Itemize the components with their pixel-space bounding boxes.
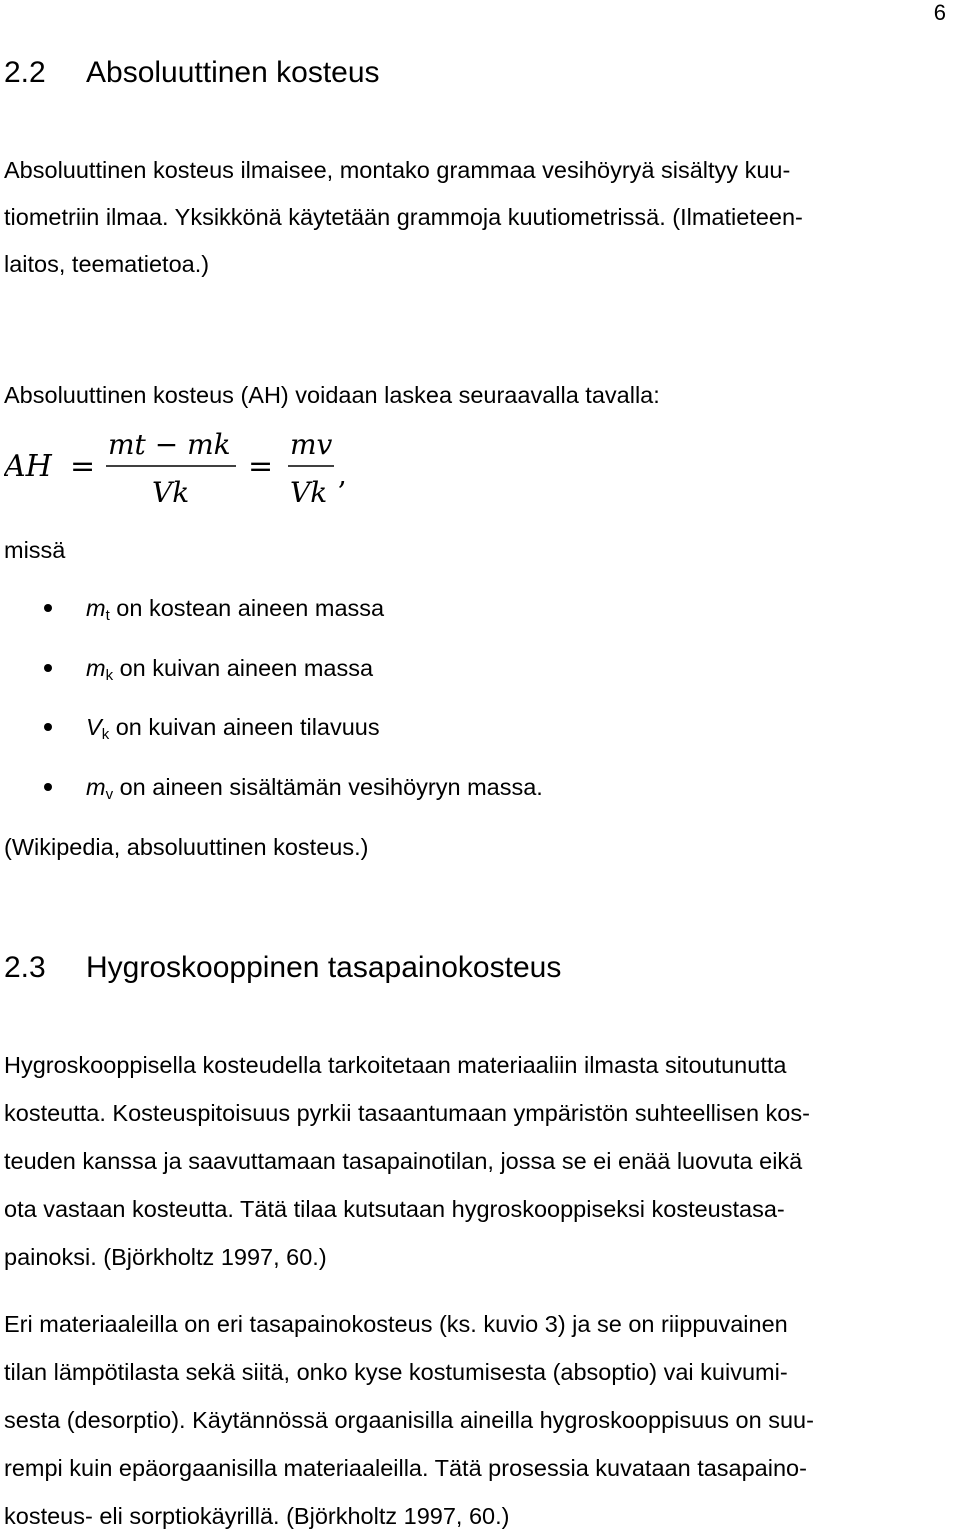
variable-description: on kuivan aineen massa (113, 654, 374, 681)
section-number: 2.3 (4, 951, 46, 984)
paragraph-line: Absoluuttinen kosteus ilmaisee, montako grammaa vesihöyryä sisältyy kuu- (4, 157, 791, 183)
paragraph-line: laitos, teematietoa.) (4, 251, 210, 277)
bullet-icon (44, 604, 52, 612)
variable-subscript: v (105, 785, 114, 803)
variable-subscript: t (105, 607, 110, 624)
list-item-text (86, 765, 543, 817)
paragraph-absolute-humidity (4, 147, 954, 288)
variable-symbol: m (86, 773, 106, 800)
source-citation: (Wikipedia, absoluuttinen kosteus.) (4, 834, 369, 860)
paragraph-line: kosteutta. Kosteuspitoisuus pyrkii tasaantumaan ympäristön suhteellisen kos- (4, 1100, 810, 1126)
section-number: 2.2 (4, 56, 46, 89)
variable-symbol: m (86, 595, 106, 621)
section-heading-2-2 (4, 54, 380, 92)
paragraph-line: Hygroskooppisella kosteudella tarkoitetaan materiaaliin ilmasta sitoutunutta (4, 1052, 787, 1078)
paragraph-line: sesta (desorptio). Käytännössä orgaanisilla aineilla hygroskooppisuus on suu- (4, 1407, 814, 1433)
formula-lhs: AH (4, 449, 52, 484)
variable-description: on kostean aineen massa (109, 595, 385, 621)
list-item-text (86, 586, 384, 638)
formula-denominator-1: Vk (152, 476, 190, 509)
paragraph-line: Eri materiaaleilla on eri tasapainokosteus (ks. kuvio 3) ja se on riippuvainen (4, 1311, 788, 1337)
list-item-text (86, 705, 380, 757)
paragraph-line: tiometriin ilmaa. Yksikkönä käytetään grammoja kuutiometrissä. (Ilmatieteen- (4, 204, 803, 230)
paragraph-line: kosteus- eli sorptiokäyrillä. (Björkholtz 1997, 60.) (4, 1503, 510, 1529)
formula-numerator-1: mt − mk (108, 428, 231, 461)
variable-subscript: k (101, 726, 110, 743)
paragraph-line: teuden kanssa ja saavuttamaan tasapainotilan, jossa se ei enää luovuta eikä (4, 1148, 803, 1174)
variable-description: on kuivan aineen tilavuus (109, 714, 380, 740)
variable-symbol: V (86, 714, 102, 740)
formula-intro: Absoluuttinen kosteus (AH) voidaan laskea seuraavalla tavalla: (4, 382, 660, 408)
formula-denominator-2: Vk (290, 476, 328, 509)
section-title: Hygroskooppinen tasapainokosteus (86, 951, 562, 984)
formula-equals-2: = (248, 449, 274, 484)
where-label: missä (4, 537, 66, 563)
paragraph-hygroscopic (4, 1041, 954, 1281)
formula-numerator-2: mv (290, 428, 333, 461)
paragraph-materials (4, 1300, 954, 1540)
paragraph-line: painoksi. (Björkholtz 1997, 60.) (4, 1244, 327, 1270)
paragraph-line: ota vastaan kosteutta. Tätä tilaa kutsutaan hygroskooppiseksi kosteustasa- (4, 1196, 785, 1222)
section-title: Absoluuttinen kosteus (86, 56, 380, 89)
humidity-formula (4, 424, 364, 524)
paragraph-line: tilan lämpötilasta sekä siitä, onko kyse kostumisesta (absoptio) vai kuivumi- (4, 1359, 788, 1385)
variable-description: on aineen sisältämän vesihöyryn massa. (113, 773, 543, 800)
bullet-icon (44, 664, 52, 672)
section-heading-2-3 (4, 949, 561, 987)
bullet-icon (44, 783, 52, 791)
paragraph-line: rempi kuin epäorgaanisilla materiaaleilla. Tätä prosessia kuvataan tasapaino- (4, 1455, 807, 1481)
list-item-text (86, 646, 373, 698)
bullet-icon (44, 723, 52, 731)
formula-comma: , (338, 458, 347, 491)
variable-subscript: k (105, 666, 114, 684)
variable-symbol: m (86, 654, 106, 681)
formula-equals: = (70, 449, 96, 484)
page-number: 6 (933, 0, 946, 25)
